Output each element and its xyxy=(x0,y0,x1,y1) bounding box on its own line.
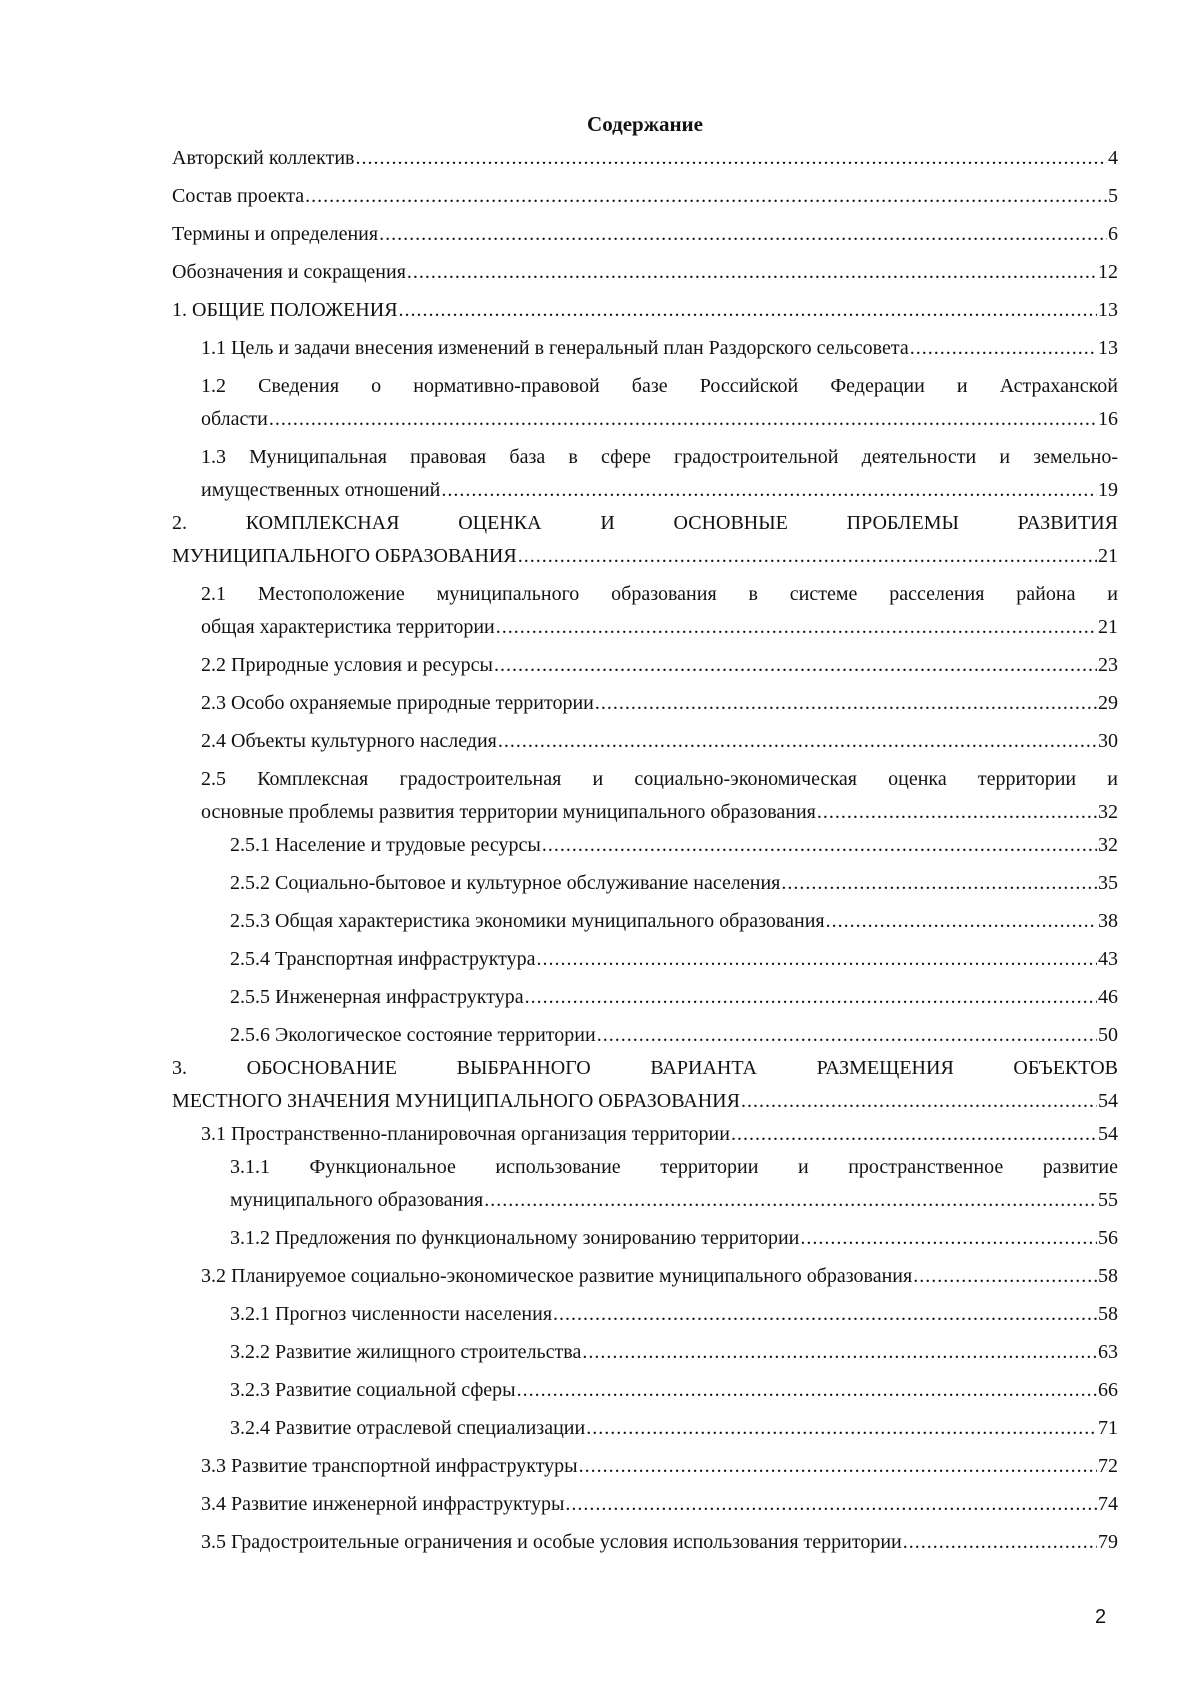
toc-entry-text: области xyxy=(201,408,268,430)
leader-dots xyxy=(498,725,1097,758)
toc-entry[interactable] xyxy=(172,687,1118,720)
toc-entry-text: 2.5.1 Население и трудовые ресурсы xyxy=(230,834,541,856)
toc-entry-text: муниципального образования xyxy=(230,1189,484,1211)
toc-entry[interactable] xyxy=(172,1412,1118,1445)
toc-entry-text: 3.5 Градостроительные ограничения и особые условия использования территории xyxy=(201,1531,902,1553)
toc-entry[interactable] xyxy=(172,180,1118,213)
toc-entry[interactable] xyxy=(172,1118,1118,1151)
toc-entry[interactable] xyxy=(172,332,1118,365)
leader-dots xyxy=(269,403,1097,436)
toc-entry-text: 2.5.2 Социально-бытовое и культурное обслуживание населения xyxy=(230,872,781,894)
toc-page-number: 13 xyxy=(1098,337,1118,359)
leader-dots xyxy=(355,142,1107,175)
table-of-contents xyxy=(172,142,1118,1559)
leader-dots xyxy=(379,218,1107,251)
leader-dots xyxy=(597,1019,1097,1052)
toc-entry[interactable] xyxy=(172,294,1118,327)
toc-entry-text: 2. КОМПЛЕКСНАЯ ОЦЕНКА И ОСНОВНЫЕ ПРОБЛЕМЫ РАЗВИТИЯ xyxy=(172,512,1118,534)
leader-dots xyxy=(537,943,1097,976)
toc-page-number: 35 xyxy=(1098,872,1118,894)
toc-entry[interactable] xyxy=(172,1450,1118,1483)
toc-entry-text: 3.1 Пространственно-планировочная организация территории xyxy=(201,1123,730,1145)
toc-page-number: 56 xyxy=(1098,1227,1118,1249)
toc-page-number: 16 xyxy=(1098,408,1118,430)
toc-entry-text: 2.5 Комплексная градостроительная и социально-экономическая оценка территории и xyxy=(201,768,1118,790)
toc-entry[interactable] xyxy=(172,142,1118,175)
toc-entry-text: 3. ОБОСНОВАНИЕ ВЫБРАННОГО ВАРИАНТА РАЗМЕЩЕНИЯ ОБЪЕКТОВ xyxy=(172,1057,1118,1079)
leader-dots xyxy=(741,1085,1097,1118)
toc-entry[interactable] xyxy=(172,1260,1118,1293)
toc-entry-text: 2.5.3 Общая характеристика экономики муниципального образования xyxy=(230,910,825,932)
toc-page-number: 74 xyxy=(1098,1493,1118,1515)
toc-entry-text: 2.5.4 Транспортная инфраструктура xyxy=(230,948,536,970)
toc-entry[interactable] xyxy=(172,725,1118,758)
toc-page-number: 54 xyxy=(1098,1090,1118,1112)
toc-entry-text: 2.3 Особо охраняемые природные территории xyxy=(201,692,594,714)
toc-entry-text: 1.2 Сведения о нормативно-правовой базе Российской Федерации и Астраханской xyxy=(201,375,1118,397)
toc-entry-text: 3.3 Развитие транспортной инфраструктуры xyxy=(201,1455,578,1477)
toc-entry[interactable] xyxy=(172,1374,1118,1407)
toc-entry[interactable] xyxy=(172,1222,1118,1255)
toc-entry-text: 2.2 Природные условия и ресурсы xyxy=(201,654,493,676)
toc-entry-text: 3.2.2 Развитие жилищного строительства xyxy=(230,1341,582,1363)
toc-page-number: 6 xyxy=(1108,223,1118,245)
leader-dots xyxy=(305,180,1107,213)
toc-entry-text: 2.5.6 Экологическое состояние территории xyxy=(230,1024,596,1046)
toc-page-number: 58 xyxy=(1098,1265,1118,1287)
toc-entry-text: 2.1 Местоположение муниципального образования в системе расселения района и xyxy=(201,583,1118,605)
toc-page-number: 30 xyxy=(1098,730,1118,752)
toc-entry-text: Обозначения и сокращения xyxy=(172,261,406,283)
toc-page-number: 23 xyxy=(1098,654,1118,676)
toc-entry[interactable] xyxy=(172,1052,1118,1118)
toc-page-number: 38 xyxy=(1098,910,1118,932)
leader-dots xyxy=(441,474,1097,507)
toc-page-number: 32 xyxy=(1098,834,1118,856)
leader-dots xyxy=(913,1260,1097,1293)
toc-entry[interactable] xyxy=(172,1336,1118,1369)
toc-entry-text: МУНИЦИПАЛЬНОГО ОБРАЗОВАНИЯ xyxy=(172,545,517,567)
toc-entry-text: 1.3 Муниципальная правовая база в сфере градостроительной деятельности и земельно- xyxy=(201,446,1118,468)
toc-entry[interactable] xyxy=(172,1151,1118,1217)
toc-page-number: 72 xyxy=(1098,1455,1118,1477)
leader-dots xyxy=(903,1526,1097,1559)
toc-page-number: 12 xyxy=(1098,261,1118,283)
toc-entry[interactable] xyxy=(172,507,1118,573)
toc-entry-text: 3.2.3 Развитие социальной сферы xyxy=(230,1379,516,1401)
toc-entry-text: основные проблемы развития территории муниципального образования xyxy=(201,801,816,823)
leader-dots xyxy=(800,1222,1097,1255)
toc-entry[interactable] xyxy=(172,441,1118,507)
leader-dots xyxy=(553,1298,1097,1331)
toc-entry[interactable] xyxy=(172,1298,1118,1331)
toc-entry-text: 1.1 Цель и задачи внесения изменений в генеральный план Раздорского сельсовета xyxy=(201,337,909,359)
toc-page-number: 55 xyxy=(1098,1189,1118,1211)
leader-dots xyxy=(399,294,1097,327)
toc-entry[interactable] xyxy=(172,256,1118,289)
toc-page-number: 43 xyxy=(1098,948,1118,970)
toc-page-number: 21 xyxy=(1098,616,1118,638)
leader-dots xyxy=(595,687,1097,720)
toc-page-number: 79 xyxy=(1098,1531,1118,1553)
leader-dots xyxy=(496,611,1097,644)
toc-entry-text: 3.2.4 Развитие отраслевой специализации xyxy=(230,1417,586,1439)
toc-page-number: 13 xyxy=(1098,299,1118,321)
toc-page-number: 50 xyxy=(1098,1024,1118,1046)
toc-entry[interactable] xyxy=(172,943,1118,976)
leader-dots xyxy=(494,649,1097,682)
leader-dots xyxy=(484,1184,1097,1217)
toc-page-number: 32 xyxy=(1098,801,1118,823)
toc-page-number: 66 xyxy=(1098,1379,1118,1401)
toc-entry-text: общая характеристика территории xyxy=(201,616,495,638)
toc-entry[interactable] xyxy=(172,1488,1118,1521)
toc-page-number: 58 xyxy=(1098,1303,1118,1325)
leader-dots xyxy=(910,332,1097,365)
toc-page-number: 5 xyxy=(1108,185,1118,207)
page-number: 2 xyxy=(1095,1606,1107,1628)
leader-dots xyxy=(731,1118,1097,1151)
toc-entry[interactable] xyxy=(172,578,1118,644)
toc-page-number: 29 xyxy=(1098,692,1118,714)
toc-entry-text: 3.1.2 Предложения по функциональному зонированию территории xyxy=(230,1227,800,1249)
toc-page-number: 71 xyxy=(1098,1417,1118,1439)
leader-dots xyxy=(565,1488,1097,1521)
toc-entry-text: Авторский коллектив xyxy=(172,147,355,169)
toc-page-number: 63 xyxy=(1098,1341,1118,1363)
toc-entry-text: 3.2 Планируемое социально-экономическое развитие муниципального образования xyxy=(201,1265,913,1287)
toc-entry[interactable] xyxy=(172,218,1118,251)
leader-dots xyxy=(407,256,1097,289)
leader-dots xyxy=(518,540,1097,573)
toc-entry-text: имущественных отношений xyxy=(201,479,441,501)
toc-entry-text: 2.5.5 Инженерная инфраструктура xyxy=(230,986,524,1008)
toc-title: Содержание xyxy=(587,112,703,136)
toc-entry[interactable] xyxy=(172,981,1118,1014)
leader-dots xyxy=(542,829,1097,862)
toc-page-number: 4 xyxy=(1108,147,1118,169)
toc-entry[interactable] xyxy=(172,1526,1118,1559)
leader-dots xyxy=(781,867,1097,900)
leader-dots xyxy=(582,1336,1097,1369)
toc-entry-text: МЕСТНОГО ЗНАЧЕНИЯ МУНИЦИПАЛЬНОГО ОБРАЗОВАНИЯ xyxy=(172,1090,740,1112)
toc-entry-text: 1. ОБЩИЕ ПОЛОЖЕНИЯ xyxy=(172,299,398,321)
toc-entry[interactable] xyxy=(172,763,1118,829)
toc-entry[interactable] xyxy=(172,905,1118,938)
toc-entry[interactable] xyxy=(172,829,1118,862)
toc-page-number: 54 xyxy=(1098,1123,1118,1145)
toc-entry[interactable] xyxy=(172,1019,1118,1052)
leader-dots xyxy=(517,1374,1097,1407)
leader-dots xyxy=(826,905,1097,938)
leader-dots xyxy=(525,981,1097,1014)
toc-page-number: 21 xyxy=(1098,545,1118,567)
toc-page-number: 46 xyxy=(1098,986,1118,1008)
toc-entry-text: 3.1.1 Функциональное использование территории и пространственное развитие xyxy=(230,1156,1118,1178)
toc-entry-text: 3.2.1 Прогноз численности населения xyxy=(230,1303,553,1325)
toc-entry[interactable] xyxy=(172,867,1118,900)
leader-dots xyxy=(586,1412,1097,1445)
toc-entry-text: Состав проекта xyxy=(172,185,305,207)
toc-entry-text: 3.4 Развитие инженерной инфраструктуры xyxy=(201,1493,565,1515)
toc-entry-text: 2.4 Объекты культурного наследия xyxy=(201,730,497,752)
toc-entry-text: Термины и определения xyxy=(172,223,379,245)
leader-dots xyxy=(579,1450,1097,1483)
toc-entry[interactable] xyxy=(172,649,1118,682)
leader-dots xyxy=(817,796,1097,829)
toc-page-number: 19 xyxy=(1098,479,1118,501)
toc-entry[interactable] xyxy=(172,370,1118,436)
